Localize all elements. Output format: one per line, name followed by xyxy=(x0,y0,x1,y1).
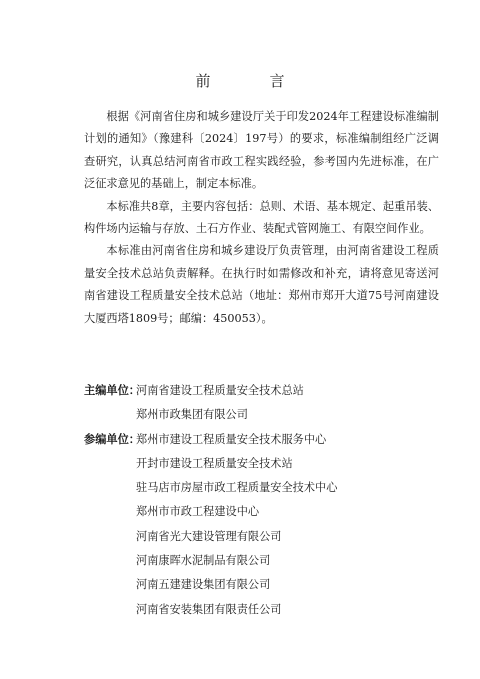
participating-unit-name: 郑州市建设工程质量安全技术服务中心 xyxy=(136,432,327,446)
participating-unit-row xyxy=(84,573,337,597)
paragraph-management: 本标准由河南省住房和城乡建设厅负责管理，由河南省建设工程质量安全技术总站负责解释。在执行时如需修改和补充，请将意见寄送河南省建设工程质量安全技术总站（地址：郑州市郑开大道75号河南建设大厦西塔1809号；邮编：450053）。 xyxy=(84,244,439,325)
chief-units-label: 主编单位： xyxy=(84,384,140,397)
participating-unit-row xyxy=(84,549,337,573)
chief-unit-row xyxy=(84,379,337,403)
foreword-body xyxy=(84,106,439,330)
participating-unit-name: 驻马店市房屋市政工程质量安全技术中心 xyxy=(136,481,338,495)
participating-unit-name: 河南省安装集团有限责任公司 xyxy=(136,602,282,616)
participating-unit-row xyxy=(84,476,337,500)
participating-unit-name: 河南省光大建设管理有限公司 xyxy=(136,529,282,543)
participating-units-label: 参编单位： xyxy=(84,432,140,446)
participating-unit-row xyxy=(84,598,337,622)
page-title: 前 言 xyxy=(195,72,307,90)
participating-unit-name: 郑州市市政工程建设中心 xyxy=(136,505,260,519)
participating-unit-row xyxy=(84,525,337,549)
participating-unit-row xyxy=(84,452,337,476)
paragraph-basis: 根据《河南省住房和城乡建设厅关于印发2024年工程建设标准编制计划的通知》（豫建科〔2024〕197号）的要求，标准编制组经广泛调查研究，认真总结河南省市政工程实践经验，参考国内先进标准，在广泛征求意见的基础上，制定本标准。 xyxy=(84,110,439,191)
chief-unit-name: 郑州市政集团有限公司 xyxy=(136,408,248,422)
participating-unit-name: 河南五建建设集团有限公司 xyxy=(136,578,271,592)
paragraph-contents: 本标准共8章，主要内容包括：总则、术语、基本规定、起重吊装、构件场内运输与存放、土石方作业、装配式管网施工、有限空间作业。 xyxy=(84,199,439,236)
chief-unit-row xyxy=(84,403,337,427)
organization-list xyxy=(84,379,337,622)
participating-unit-name: 河南康晖水泥制品有限公司 xyxy=(136,554,271,568)
chief-unit-name: 河南省建设工程质量安全技术总站 xyxy=(136,384,304,397)
participating-unit-row xyxy=(84,428,337,452)
participating-unit-name: 开封市建设工程质量安全技术站 xyxy=(136,456,293,470)
participating-unit-row xyxy=(84,500,337,524)
